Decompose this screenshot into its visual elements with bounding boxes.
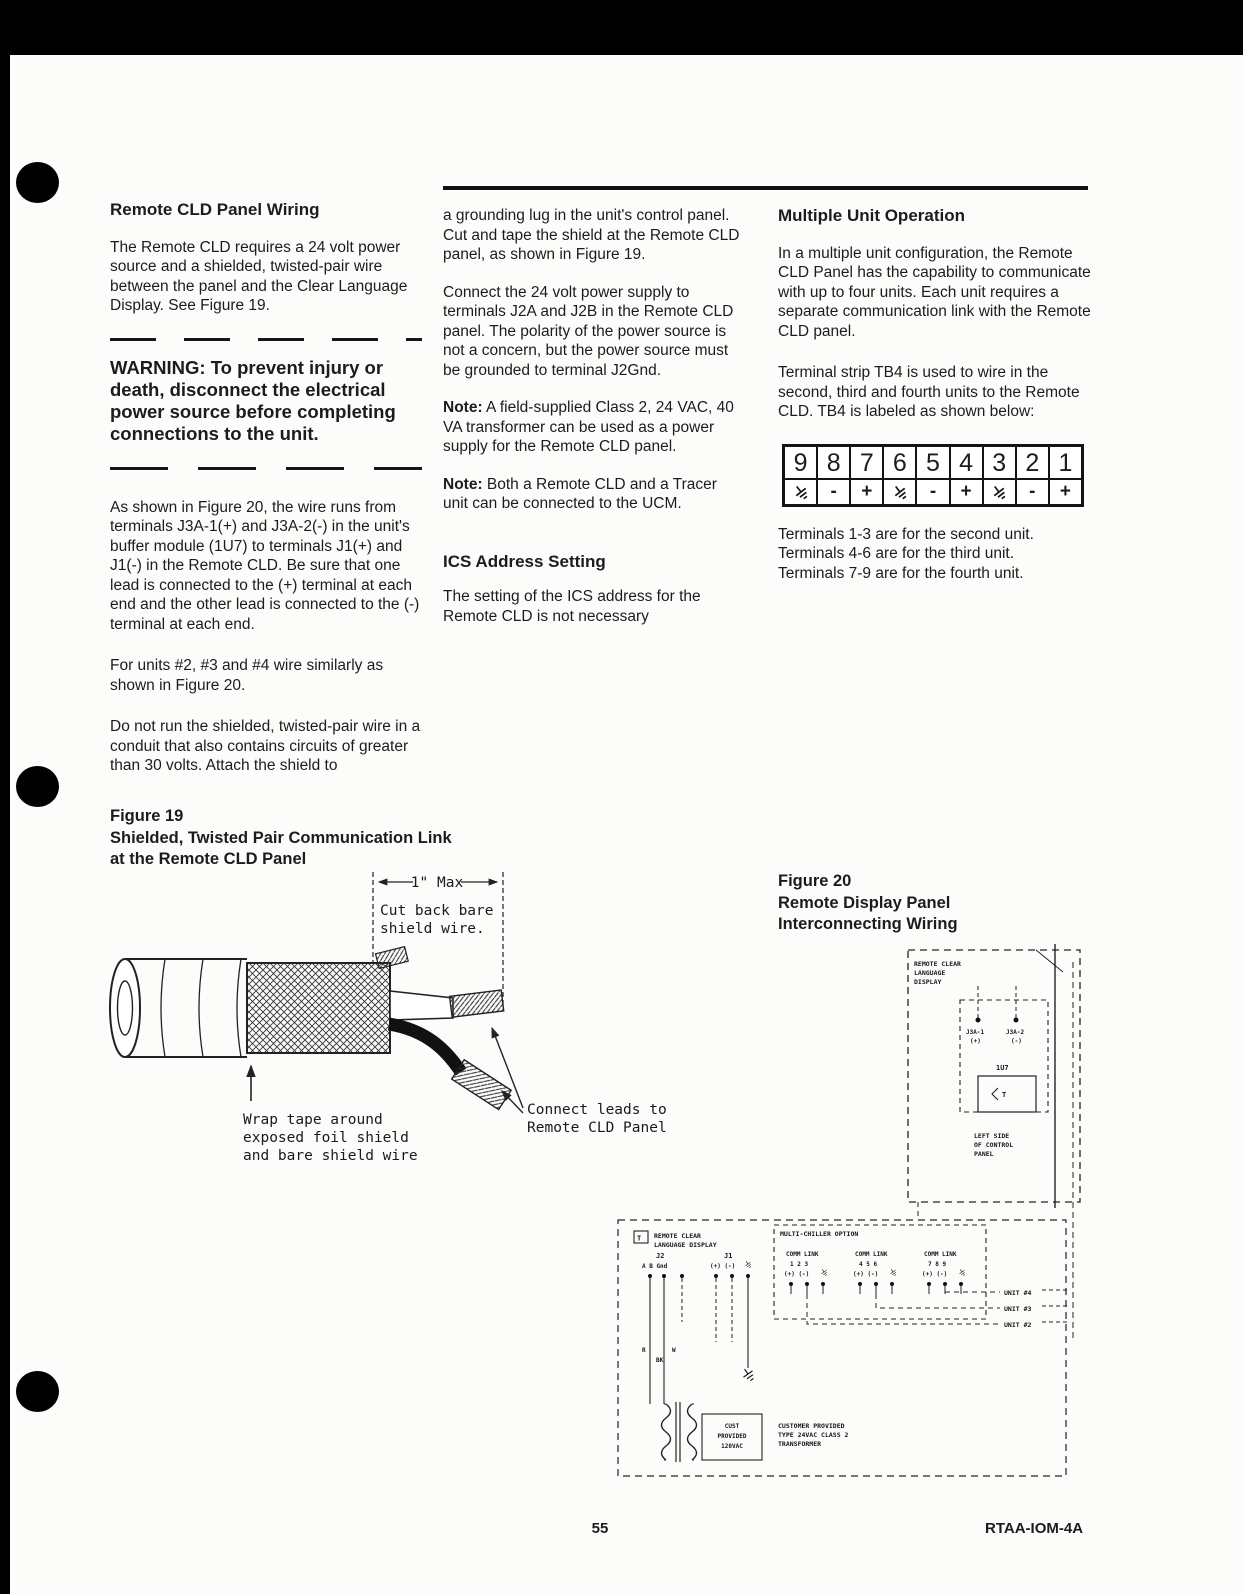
display-box-label: DISPLAY (914, 978, 942, 986)
terminal-note: Terminals 4-6 are for the third unit. (778, 545, 1015, 562)
terminal-number: 2 (1017, 447, 1048, 480)
terminal-note: Terminals 1-3 are for the second unit. (778, 525, 1034, 543)
note (443, 475, 745, 514)
earth-ground-icon (889, 1268, 898, 1277)
terminal-sign: + (861, 480, 873, 502)
figure20-subtitle: Interconnecting Wiring (778, 915, 958, 933)
display-box-label: REMOTE CLEAR (914, 960, 961, 968)
remote-clear-label: LANGUAGE DISPLAY (654, 1241, 717, 1249)
transformer-primary-coil (662, 1404, 671, 1460)
wire-color-label: R (642, 1347, 646, 1354)
multi-chiller-label: MULTI-CHILLER OPTION (780, 1230, 859, 1238)
j3a1-sign: (+) (970, 1038, 981, 1045)
tb4-terminal (1017, 447, 1050, 504)
earth-ground-icon (820, 1268, 829, 1277)
j2-label: J2 (656, 1252, 665, 1260)
unit-label: UNIT #4 (1004, 1289, 1032, 1297)
left-side-label: OF CONTROL (974, 1141, 1014, 1149)
column-left (110, 200, 422, 798)
cutback-label: Cut back bare (380, 903, 494, 919)
note-label: Note: (443, 399, 483, 416)
paragraph: Connect the 24 volt power supply to terminals J2A and J2B in the Remote CLD panel. The polarity of the power source is not a concern, but the power source must be grounded to terminal J2Gnd. (443, 283, 734, 379)
transformer-secondary-coil (688, 1404, 697, 1460)
t-symbol: T (1002, 1091, 1007, 1099)
unit-label: UNIT #3 (1004, 1305, 1032, 1313)
j1-terminals: (+) (-) (710, 1263, 736, 1270)
column-middle (443, 206, 745, 644)
terminal-sign: - (830, 480, 837, 502)
section-heading-ics: ICS Address Setting (443, 551, 606, 571)
section-heading-multi-unit: Multiple Unit Operation (778, 206, 965, 225)
polarity-signs: (+) (-) (784, 1271, 810, 1278)
comm-link-numbers: 4 5 6 (859, 1261, 878, 1268)
figure19-title: Figure 19 (110, 807, 184, 825)
note (443, 398, 745, 457)
note-text: Both a Remote CLD and a Tracer unit can be connected to the UCM. (443, 475, 717, 512)
note-text: A field-supplied Class 2, 24 VAC, 40 VA transformer can be used as a power supply for the Remote CLD panel. (443, 399, 734, 455)
terminal-number: 5 (917, 447, 948, 480)
paragraph: The setting of the ICS address for the Remote CLD is not necessary (443, 588, 701, 625)
binder-hole-mark (16, 162, 59, 203)
terminal-number: 8 (818, 447, 849, 480)
binder-hole-mark (16, 766, 59, 807)
warning-rule-bottom (110, 467, 422, 470)
comm-link-label: COMM LINK (786, 1251, 819, 1258)
interconnecting-wiring-diagram (608, 922, 1098, 1492)
polarity-signs: (+) (-) (922, 1271, 948, 1278)
tb4-terminal (884, 447, 917, 504)
earth-ground-icon (744, 1260, 753, 1269)
page-number: 55 (591, 1520, 609, 1537)
connect-label: Remote CLD Panel (527, 1120, 667, 1136)
column-right (778, 206, 1093, 583)
j2-terminals: A B Gnd (642, 1263, 668, 1270)
terminal-number: 6 (884, 447, 915, 480)
tb4-terminal (818, 447, 851, 504)
bare-shield-flap (376, 947, 409, 969)
t-symbol: T (637, 1234, 642, 1243)
paragraph: a grounding lug in the unit's control panel. Cut and tape the shield at the Remote CLD panel, as shown in Figure 19. (443, 207, 740, 263)
paragraph: Terminal strip TB4 is used to wire in the second, third and fourth units to the Remote CLD. TB4 is labeled as shown below: (778, 364, 1080, 420)
wire-tip (452, 1060, 511, 1110)
earth-ground-icon (791, 482, 811, 502)
document-code: RTAA-IOM-4A (985, 1520, 1084, 1537)
paragraph: The Remote CLD requires a 24 volt power source and a shielded, twisted-pair wire between the panel and the Clear Language Display. See Figure 19. (110, 238, 408, 314)
comm-link-label: COMM LINK (924, 1251, 957, 1258)
terminal-ground (984, 480, 1015, 504)
terminal-number: 7 (851, 447, 882, 480)
terminal-sign: - (1029, 480, 1036, 502)
tb4-terminal (1050, 447, 1081, 504)
tb4-terminal (917, 447, 950, 504)
figure19-subtitle: Shielded, Twisted Pair Communication Link (110, 828, 452, 847)
tb4-terminal-strip (782, 444, 1084, 507)
paragraph: In a multiple unit configuration, the Remote CLD Panel has the capability to communicate with up to four units. Each unit requires a separate communication link with the Remote CLD panel. (778, 244, 1091, 340)
cust-box-label: PROVIDED (717, 1433, 747, 1440)
terminal-note: Terminals 7-9 are for the fourth unit. (778, 564, 1024, 582)
transformer-label: CUSTOMER PROVIDED (778, 1422, 845, 1430)
section-heading-remote-cld: Remote CLD Panel Wiring (110, 200, 320, 219)
section-rule (443, 186, 1088, 190)
buffer-module-label: 1U7 (996, 1064, 1009, 1072)
figure20-subtitle: Remote Display Panel (778, 893, 951, 912)
comm-link-numbers: 1 2 3 (790, 1261, 809, 1268)
terminal-number: 1 (1050, 447, 1081, 480)
earth-ground-icon (958, 1268, 967, 1277)
tb4-terminal (851, 447, 884, 504)
earth-ground-icon (989, 482, 1009, 502)
j1-label: J1 (724, 1252, 733, 1260)
figure19-diagram (95, 858, 670, 1183)
braided-shield (247, 963, 390, 1053)
j3a1-label: J3A-1 (966, 1029, 985, 1036)
shielded-cable-diagram (95, 858, 670, 1178)
terminal-number: 4 (951, 447, 982, 480)
binder-hole-mark (16, 1371, 59, 1412)
figure20-diagram (608, 922, 1098, 1497)
paragraph: As shown in Figure 20, the wire runs from terminals J3A-1(+) and J3A-2(-) in the unit's buffer module (1U7) to terminals J1(+) and J1(-) in the Remote CLD. Be sure that one lead is connected to the (+) terminal at each end and the other lead is connected to the (-) terminal at each end. (110, 498, 420, 633)
j3a2-sign: (-) (1011, 1038, 1022, 1045)
left-side-label: LEFT SIDE (974, 1132, 1010, 1140)
warning-rule-top (110, 338, 422, 341)
scan-edge-left (0, 0, 10, 1594)
earth-ground-icon (740, 1366, 756, 1383)
cust-box-label: 120VAC (721, 1443, 743, 1450)
j3a2-label: J3A-2 (1006, 1029, 1025, 1036)
tb4-terminal (984, 447, 1017, 504)
wire-color-label: BK (656, 1357, 664, 1364)
terminal-sign: + (1059, 480, 1071, 502)
note-label: Note: (443, 475, 483, 493)
paragraph: Do not run the shielded, twisted-pair wire in a conduit that also contains circuits of greater than 30 volts. Attach the shield to (110, 718, 421, 774)
display-box-label: LANGUAGE (914, 969, 946, 977)
terminal-ground (884, 480, 915, 504)
tb4-terminal (951, 447, 984, 504)
unit-label: UNIT #2 (1004, 1321, 1032, 1329)
figure20-title: Figure 20 (778, 872, 852, 890)
left-side-label: PANEL (974, 1150, 994, 1158)
wrap-label: and bare shield wire (243, 1148, 418, 1164)
scan-edge-top (0, 0, 1243, 55)
terminal-number: 9 (785, 447, 816, 480)
wire-color-label: W (672, 1347, 676, 1354)
transformer-label: TYPE 24VAC CLASS 2 (778, 1431, 849, 1439)
comm-link-label: COMM LINK (855, 1251, 888, 1258)
comm-link-numbers: 7 8 9 (928, 1261, 947, 1268)
wrap-label: exposed foil shield (243, 1130, 409, 1146)
figure19-subtitle: at the Remote CLD Panel (110, 850, 307, 868)
paragraph: For units #2, #3 and #4 wire similarly as shown in Figure 20. (110, 657, 384, 694)
warning-text: WARNING: To prevent injury or death, disconnect the electrical power source before completing connections to the unit. (110, 356, 396, 444)
cutback-label: shield wire. (380, 921, 485, 937)
cust-box-label: CUST (724, 1423, 740, 1430)
terminal-number: 3 (984, 447, 1015, 480)
transformer-label: TRANSFORMER (778, 1440, 822, 1448)
wire-tip (450, 990, 504, 1017)
earth-ground-icon (890, 482, 910, 502)
wrap-label: Wrap tape around (243, 1112, 383, 1128)
terminal-sign: + (960, 480, 972, 502)
tb4-terminal (785, 447, 818, 504)
remote-clear-label: REMOTE CLEAR (654, 1232, 701, 1240)
dimension-label: 1" Max (410, 875, 464, 891)
terminal-sign: - (929, 480, 937, 502)
connect-label: Connect leads to (527, 1102, 667, 1118)
terminal-ground (785, 480, 816, 504)
polarity-signs: (+) (-) (853, 1271, 879, 1278)
